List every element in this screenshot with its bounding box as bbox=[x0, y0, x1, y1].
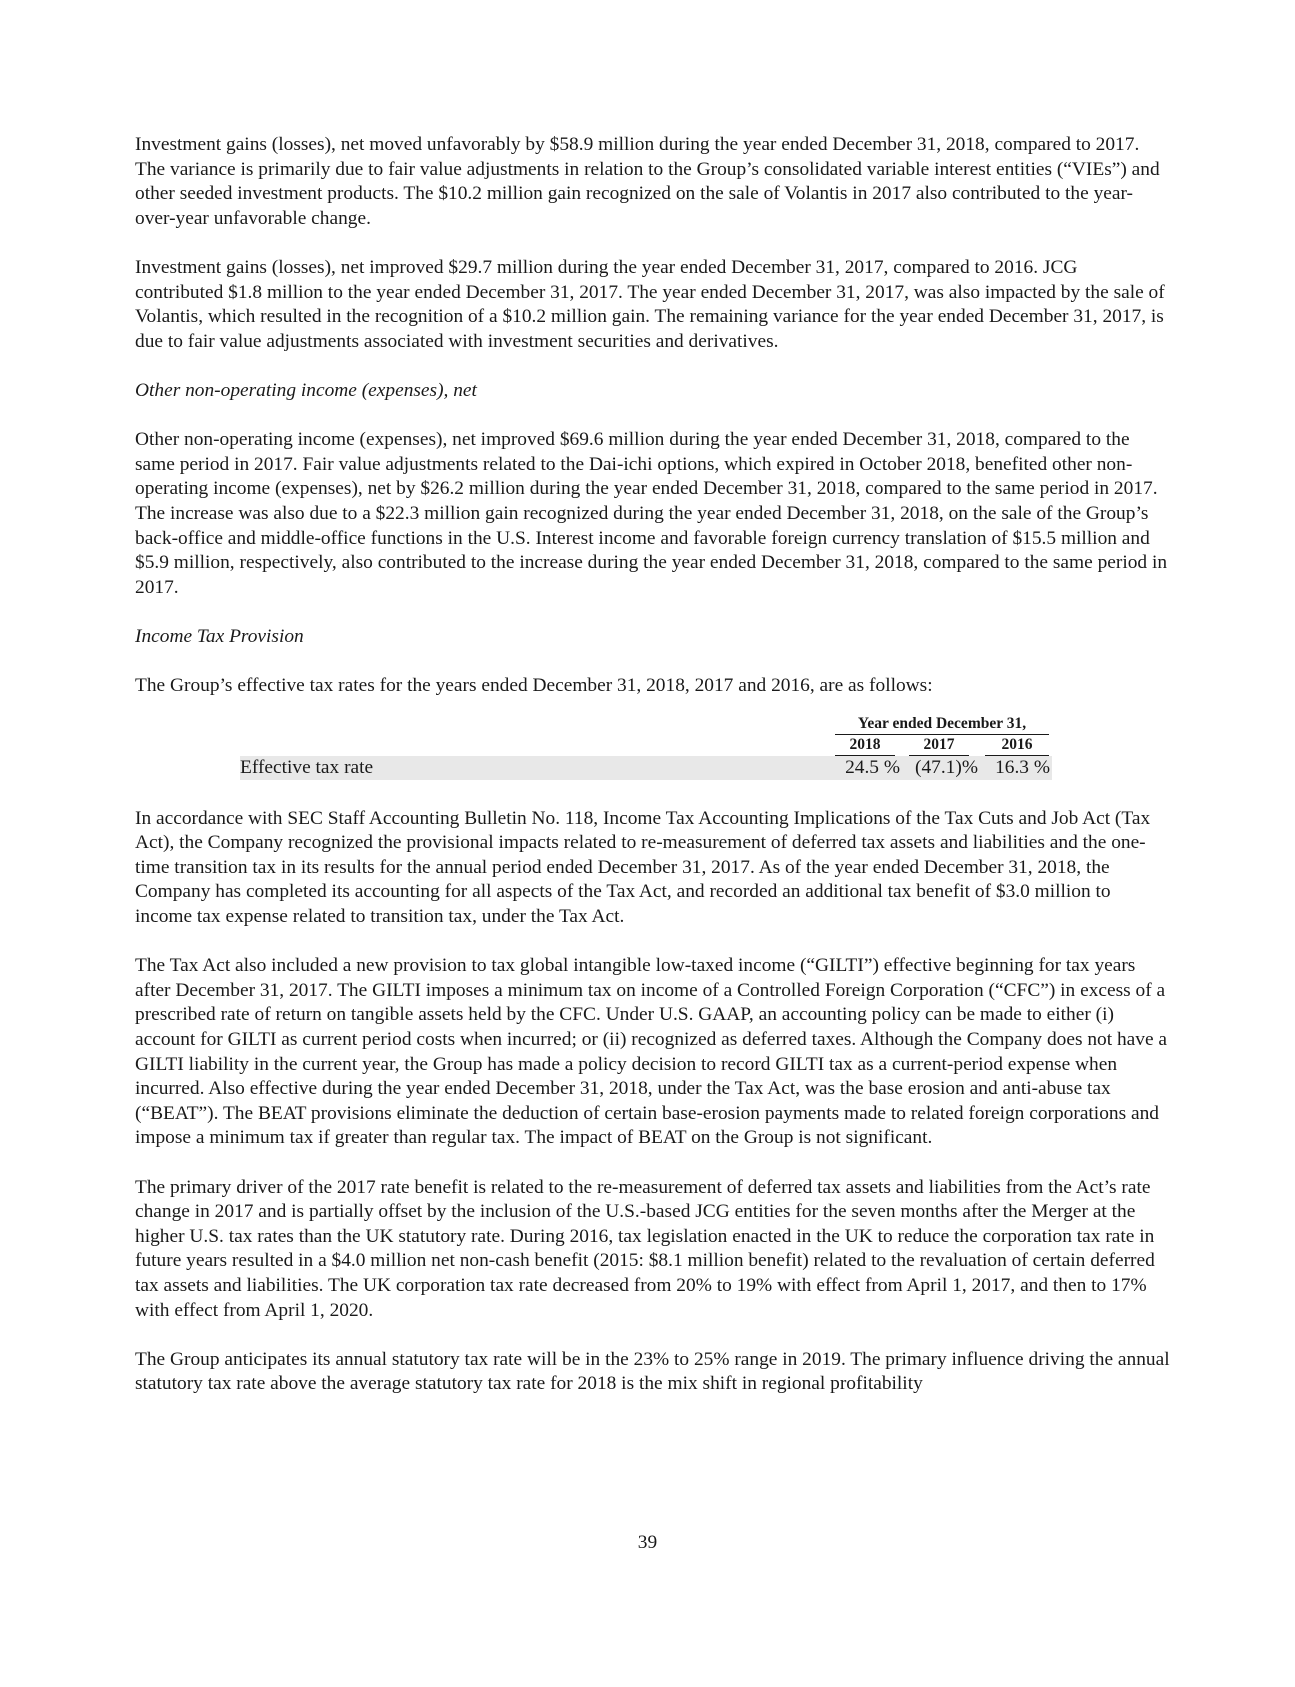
document-page bbox=[135, 133, 1170, 1422]
table-cell-value: 24.5 % bbox=[845, 756, 900, 778]
paragraph-sab-118: In accordance with SEC Staff Accounting Bulletin No. 118, Income Tax Accounting Implications of the Tax Cuts and Job Act (Tax Act), the Company recognized the provisional impacts related to re-measurement of deferred tax assets and liabilities and the one-time transition tax in its results for the annual period ended December 31, 2017. As of the year ended December 31, 2018, the Company has completed its accounting for all aspects of the Tax Act, and recorded an additional tax benefit of $3.0 million to income tax expense related to transition tax, under the Tax Act. bbox=[135, 807, 1151, 928]
table-header-year: 2017 bbox=[909, 736, 969, 756]
table-cell-value: 16.3 % bbox=[995, 756, 1050, 778]
table-header-year: 2018 bbox=[835, 736, 895, 756]
effective-tax-rate-table bbox=[135, 714, 1170, 778]
paragraph-gilti-beat: The Tax Act also included a new provision to tax global intangible low-taxed income (“GILTI”) effective beginning for tax years after December 31, 2017. The GILTI imposes a minimum tax on income of a Controlled Foreign Corporation (“CFC”) in excess of a prescribed rate of return on tangible assets held by the CFC. Under U.S. GAAP, an accounting policy can be made to either (i) account for GILTI as current period costs when incurred; or (ii) recognized as deferred taxes. Although the Company does not have a GILTI liability in the current year, the Group has made a policy decision to record GILTI tax as a current-period expense when incurred. Also effective during the year ended December 31, 2018, under the Tax Act, was the base erosion and anti-abuse tax (“BEAT”). The BEAT provisions eliminate the deduction of certain base-erosion payments made to related foreign corporations and impose a minimum tax if greater than regular tax. The impact of BEAT on the Group is not significant. bbox=[135, 955, 1168, 1149]
table-row-label: Effective tax rate bbox=[240, 756, 374, 778]
page-number: 39 bbox=[637, 1532, 658, 1553]
table-header-year: 2016 bbox=[985, 736, 1049, 756]
table-row bbox=[240, 756, 1052, 780]
table-cell-value: (47.1)% bbox=[914, 756, 978, 778]
paragraph-investment-gains-2018: Investment gains (losses), net moved unfavorably by $58.9 million during the year ended December 31, 2018, compared to 2017. The variance is primarily due to fair value adjustments in relation to the Group’s consolidated variable interest entities (“VIEs”) and other seeded investment products. The $10.2 million gain recognized on the sale of Volantis in 2017 also contributed to the year-over-year unfavorable change. bbox=[135, 134, 1160, 229]
section-heading-other-non-operating: Other non-operating income (expenses), net bbox=[135, 379, 477, 401]
paragraph-other-non-operating: Other non-operating income (expenses), net improved $69.6 million during the year ended December 31, 2018, compared to the same period in 2017. Fair value adjustments related to the Dai-ichi options, which expired in October 2018, benefited other non-operating income (expenses), net by $26.2 million during the year ended December 31, 2018, compared to the same period in 2017. The increase was also due to a $22.3 million gain recognized during the year ended December 31, 2018, on the sale of the Group’s back-office and middle-office functions in the U.S. Interest income and favorable foreign currency translation of $15.5 million and $5.9 million, respectively, also contributed to the increase during the year ended December 31, 2018, compared to the same period in 2017. bbox=[135, 429, 1168, 598]
paragraph-rate-benefit: The primary driver of the 2017 rate benefit is related to the re-measurement of deferred tax assets and liabilities from the Act’s rate change in 2017 and is partially offset by the inclusion of the U.S.-based JCG entities for the seven months after the Merger at the higher U.S. tax rates than the UK statutory rate. During 2016, tax legislation enacted in the UK to reduce the corporation tax rate in future years resulted in a $4.0 million net non-cash benefit (2015: $8.1 million benefit) related to the revaluation of certain deferred tax assets and liabilities. The UK corporation tax rate decreased from 20% to 19% with effect from April 1, 2017, and then to 17% with effect from April 1, 2020. bbox=[135, 1176, 1155, 1321]
paragraph-investment-gains-2017: Investment gains (losses), net improved $29.7 million during the year ended December 31, 2017, compared to 2016. JCG contributed $1.8 million to the year ended December 31, 2017. The year ended December 31, 2017, was also impacted by the sale of Volantis, which resulted in the recognition of a $10.2 million gain. The remaining variance for the year ended December 31, 2017, is due to fair value adjustments associated with investment securities and derivatives. bbox=[135, 256, 1165, 352]
paragraph-statutory-rate: The Group anticipates its annual statutory tax rate will be in the 23% to 25% range in 2019. The primary influence driving the annual statutory tax rate above the average statutory tax rate for 2018 is the mix shift in regional profitability bbox=[135, 1348, 1170, 1395]
paragraph-tax-intro: The Group’s effective tax rates for the years ended December 31, 2018, 2017 and 2016, are as follows: bbox=[135, 675, 933, 697]
section-heading-income-tax: Income Tax Provision bbox=[135, 625, 304, 647]
table-group-header: Year ended December 31, bbox=[835, 715, 1049, 735]
